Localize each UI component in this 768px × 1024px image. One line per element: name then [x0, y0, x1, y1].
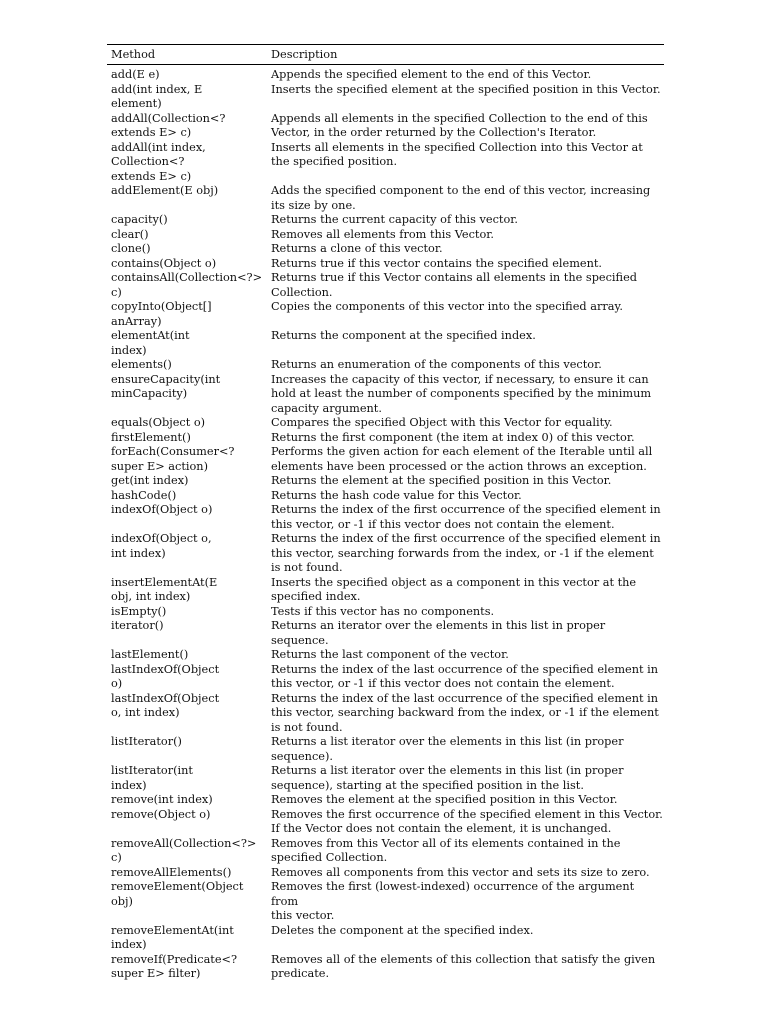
- table-row: [107, 68, 664, 83]
- table-row: [107, 228, 664, 243]
- table-row: [107, 184, 664, 213]
- method-column-header: Method: [111, 48, 156, 61]
- method-cell: listIterator(): [111, 735, 182, 748]
- method-cell: addAll(int index, Collection<? extends E> c): [111, 140, 206, 183]
- description-cell: Returns the first component (the item at index 0) of this vector.: [271, 430, 635, 444]
- method-cell: firstElement(): [111, 430, 191, 444]
- method-cell: removeAllElements(): [111, 865, 232, 879]
- method-cell: clone(): [111, 242, 151, 255]
- table-row: [107, 431, 664, 446]
- description-cell: Removes all of the elements of this collection that satisfy the given predicate.: [271, 952, 656, 980]
- table-row: [107, 692, 664, 736]
- table-row: [107, 416, 664, 431]
- method-table: [107, 44, 664, 982]
- method-cell: iterator(): [111, 619, 164, 632]
- description-cell: Returns the component at the specified index.: [271, 329, 536, 342]
- description-cell: Compares the specified Object with this Vector for equality.: [271, 416, 613, 429]
- table-body: [107, 65, 664, 982]
- description-column-header: Description: [271, 48, 338, 61]
- description-cell: Returns true if this vector contains the specified element.: [271, 256, 603, 270]
- table-row: [107, 953, 664, 982]
- table-row: [107, 503, 664, 532]
- description-cell: Copies the components of this vector into the specified array.: [271, 300, 623, 313]
- method-cell: forEach(Consumer<? super E> action): [111, 445, 235, 473]
- table-row: [107, 489, 664, 504]
- description-cell: Returns an iterator over the elements in this list in proper sequence.: [271, 619, 606, 647]
- method-cell: containsAll(Collection<?> c): [111, 271, 263, 299]
- method-cell: removeElementAt(int index): [111, 923, 234, 951]
- table-row: [107, 445, 664, 474]
- description-cell: Returns the index of the last occurrence of the specified element in this vector, searching backward from the index, or -1 if the element is not found.: [271, 691, 659, 734]
- method-cell: removeAll(Collection<?> c): [111, 836, 257, 864]
- method-cell: lastIndexOf(Object o, int index): [111, 691, 220, 719]
- method-cell: add(E e): [111, 68, 160, 81]
- description-cell: Returns an enumeration of the components of this vector.: [271, 358, 602, 371]
- table-row: [107, 735, 664, 764]
- table-row: [107, 141, 664, 185]
- description-cell: Returns the element at the specified position in this Vector.: [271, 474, 612, 487]
- method-cell: insertElementAt(E obj, int index): [111, 575, 218, 603]
- description-cell: Inserts all elements in the specified Collection into this Vector at the specified position.: [271, 140, 643, 168]
- method-cell: add(int index, E element): [111, 82, 203, 110]
- method-cell: addAll(Collection<? extends E> c): [111, 111, 226, 139]
- description-cell: Returns true if this Vector contains all elements in the specified Collection.: [271, 271, 638, 299]
- description-cell: Appends all elements in the specified Collection to the end of this Vector, in the order returned by the Collection's Iterator.: [271, 111, 648, 139]
- description-cell: Performs the given action for each element of the Iterable until all elements have been processed or the action throws an exception.: [271, 445, 653, 473]
- description-cell: Removes the first (lowest-indexed) occurrence of the argument from this vector.: [271, 880, 635, 922]
- description-cell: Returns the current capacity of this vector.: [271, 213, 519, 226]
- description-cell: Returns a list iterator over the elements in this list (in proper sequence).: [271, 735, 624, 763]
- method-cell: capacity(): [111, 213, 168, 226]
- table-row: [107, 474, 664, 489]
- description-cell: Returns a clone of this vector.: [271, 242, 443, 255]
- table-row: [107, 532, 664, 576]
- table-row: [107, 358, 664, 373]
- method-cell: get(int index): [111, 474, 189, 487]
- description-cell: Returns the index of the first occurrence of the specified element in this vector, searching forwards from the index, or -1 if the element is not found.: [271, 532, 661, 574]
- table-row: [107, 300, 664, 329]
- table-row: [107, 242, 664, 257]
- description-cell: Returns the hash code value for this Vector.: [271, 488, 522, 502]
- table-row: [107, 924, 664, 953]
- table-row: [107, 663, 664, 692]
- table-row: [107, 880, 664, 924]
- description-cell: Removes the element at the specified position in this Vector.: [271, 793, 618, 806]
- description-cell: Increases the capacity of this vector, if necessary, to ensure it can hold at least the number of components specified by the minimum capacity argument.: [271, 372, 652, 415]
- method-cell: elements(): [111, 358, 172, 371]
- description-cell: Removes the first occurrence of the specified element in this Vector. If the Vector does not contain the element, it is unchanged.: [271, 807, 663, 835]
- description-cell: Removes all components from this vector and sets its size to zero.: [271, 865, 650, 879]
- method-cell: copyInto(Object[] anArray): [111, 300, 212, 328]
- method-cell: remove(int index): [111, 793, 213, 806]
- method-cell: listIterator(int index): [111, 764, 193, 792]
- table-row: [107, 112, 664, 141]
- table-row: [107, 257, 664, 272]
- table-row: [107, 793, 664, 808]
- method-cell: isEmpty(): [111, 604, 167, 618]
- method-cell: contains(Object o): [111, 256, 217, 270]
- method-cell: lastIndexOf(Object o): [111, 662, 220, 690]
- table-row: [107, 83, 664, 112]
- table-row: [107, 866, 664, 881]
- table-row: [107, 329, 664, 358]
- description-cell: Inserts the specified object as a component in this vector at the specified index.: [271, 575, 637, 603]
- description-cell: Appends the specified element to the end of this Vector.: [271, 68, 592, 81]
- table-row: [107, 764, 664, 793]
- description-cell: Returns the index of the last occurrence of the specified element in this vector, or -1 if this vector does not contain the element.: [271, 662, 659, 690]
- method-cell: addElement(E obj): [111, 184, 219, 197]
- method-cell: remove(Object o): [111, 807, 211, 821]
- table-row: [107, 605, 664, 620]
- method-cell: lastElement(): [111, 648, 189, 661]
- table-row: [107, 648, 664, 663]
- method-cell: removeElement(Object obj): [111, 880, 244, 908]
- method-cell: indexOf(Object o, int index): [111, 532, 212, 560]
- description-cell: Returns the index of the first occurrence of the specified element in this vector, or -1 if this vector does not contain the element.: [271, 503, 661, 531]
- table-header-row: [107, 45, 664, 64]
- table-row: [107, 271, 664, 300]
- description-cell: Adds the specified component to the end of this vector, increasing its size by one.: [271, 184, 651, 212]
- table-row: [107, 619, 664, 648]
- description-cell: Deletes the component at the specified index.: [271, 923, 534, 937]
- table-row: [107, 576, 664, 605]
- method-cell: removeIf(Predicate<? super E> filter): [111, 952, 238, 980]
- description-cell: Removes from this Vector all of its elements contained in the specified Collection.: [271, 836, 621, 864]
- method-cell: clear(): [111, 227, 149, 241]
- table-row: [107, 808, 664, 837]
- method-cell: elementAt(int index): [111, 329, 190, 357]
- table-row: [107, 837, 664, 866]
- method-cell: indexOf(Object o): [111, 503, 213, 516]
- description-cell: Tests if this vector has no components.: [271, 604, 495, 618]
- description-cell: Returns a list iterator over the elements in this list (in proper sequence), starting at the specified position in the list.: [271, 764, 624, 792]
- table-row: [107, 373, 664, 417]
- description-cell: Inserts the specified element at the specified position in this Vector.: [271, 82, 661, 96]
- description-cell: Removes all elements from this Vector.: [271, 227, 495, 241]
- table-row: [107, 213, 664, 228]
- method-cell: ensureCapacity(int minCapacity): [111, 372, 221, 400]
- description-cell: Returns the last component of the vector.: [271, 648, 509, 661]
- method-cell: hashCode(): [111, 488, 177, 502]
- method-cell: equals(Object o): [111, 416, 206, 429]
